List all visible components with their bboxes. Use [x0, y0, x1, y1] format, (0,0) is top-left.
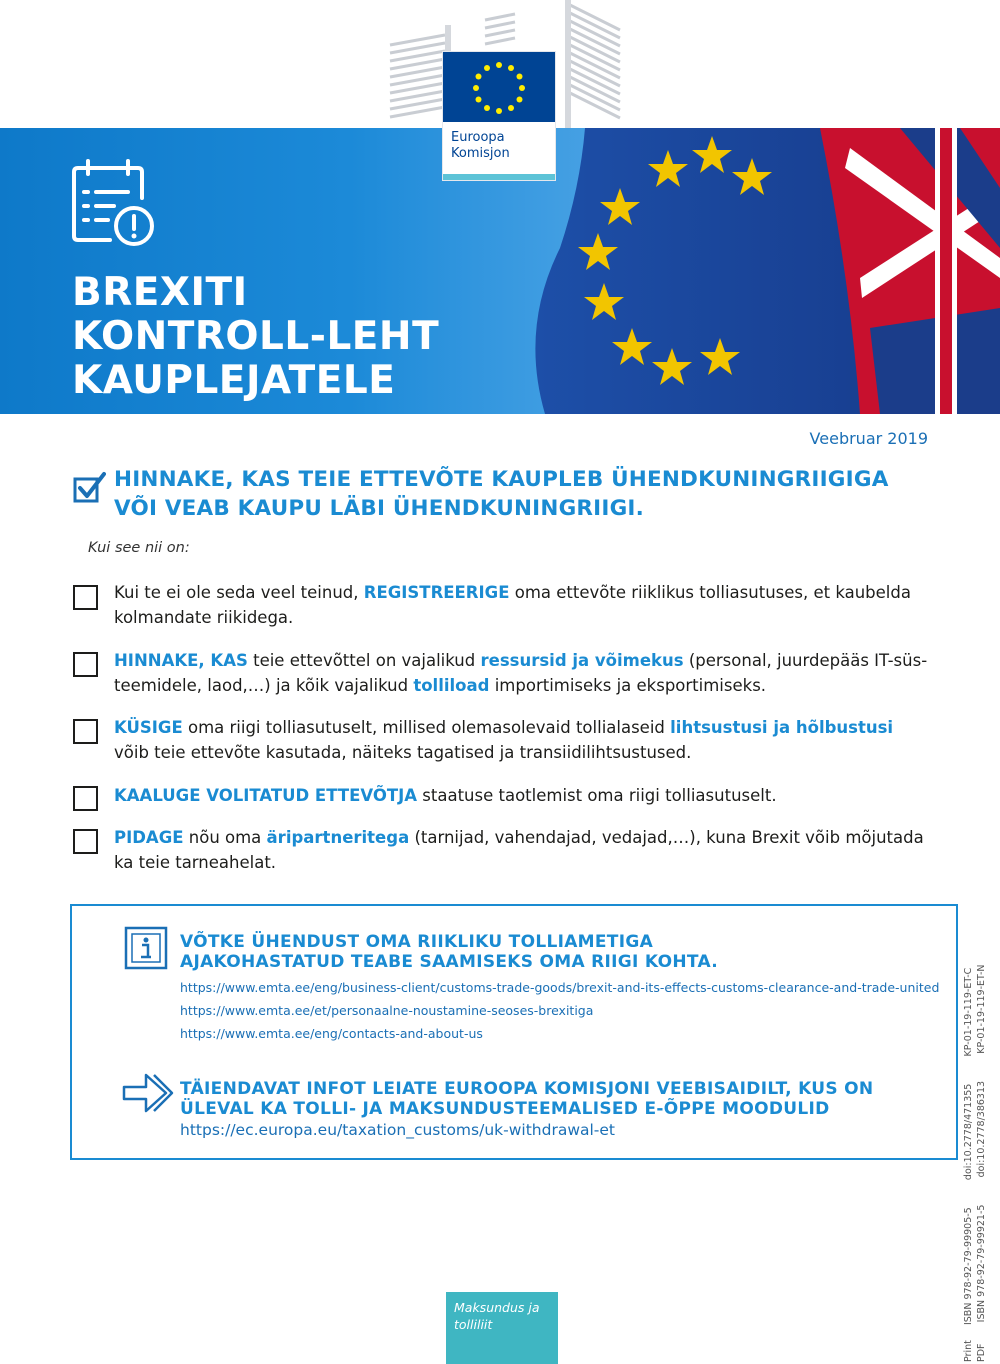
highlight-text: PIDAGE: [114, 828, 184, 847]
print-isbn: ISBN 978-92-79-99905-5: [963, 1207, 974, 1326]
contact-link[interactable]: https://www.emta.ee/eng/business-client/customs-trade-goods/brexit-and-its-effects-customs-clearance-and-trade-united: [180, 980, 940, 995]
contact-link[interactable]: https://www.emta.ee/et/personaalne-noustamine-seoses-brexitiga: [180, 1003, 594, 1018]
publication-date: Veebruar 2019: [809, 429, 928, 448]
highlight-text: HINNAKE, KAS: [114, 651, 248, 670]
info-icon: [124, 926, 168, 970]
highlight-text: KÜSIGE: [114, 718, 183, 737]
calendar-alert-icon: [70, 158, 160, 253]
highlight-text: ressursid ja võimekus: [480, 651, 684, 670]
contact-panel: [70, 904, 958, 1160]
highlight-text: tolliload: [413, 676, 490, 695]
logo-text: [451, 130, 510, 162]
body-text: teie ettevõttel on vajalikud: [247, 651, 481, 670]
body-text: (tarnijad, vahendajad, vedajad,…), kuna Brexit võib mõjutada ka teie tarneahelat.: [114, 828, 924, 872]
heading-line: VÕI VEAB KAUPU LÄBI ÜHENDKUNINGRIIGI.: [114, 496, 644, 521]
checklist-item: [114, 648, 930, 698]
contact-heading-line: AJAKOHASTATUD TEABE SAAMISEKS OMA RIIGI KOHTA.: [180, 952, 718, 972]
body-text: võib teie ettevõte kasutada, näiteks tagatised ja transiidilihtsustused.: [114, 743, 692, 762]
checkbox-icon[interactable]: [73, 585, 98, 610]
checklist-item: [114, 715, 930, 765]
title-line: KONTROLL-LEHT: [72, 314, 440, 359]
more-info-heading-line: TÄIENDAVAT INFOT LEIATE EUROOPA KOMISJONI VEEBISAIDILT, KUS ON: [180, 1079, 874, 1099]
title-line: KAUPLEJATELE: [72, 358, 396, 403]
taxation-customs-badge: [446, 1292, 558, 1364]
checkbox-icon[interactable]: [73, 652, 98, 677]
body-text: Kui te ei ole seda veel teinud,: [114, 583, 364, 602]
badge-line: Maksundus ja: [454, 1300, 540, 1315]
logo-line: Euroopa: [451, 130, 505, 145]
print-label: Print: [963, 1340, 974, 1362]
print-doi: doi:10.2778/471355: [963, 1083, 974, 1181]
body-text: staatuse taotlemist oma riigi tolliasutuselt.: [417, 786, 777, 805]
pdf-doi: doi:10.2778/386313: [976, 1080, 987, 1178]
print-catalogue: KP-01-19-119-ET-C: [963, 967, 974, 1057]
body-text: oma riigi tolliasutuselt, millised olemasolevaid tollialaseid: [182, 718, 671, 737]
print-publication-info: [963, 968, 974, 1362]
double-arrow-icon: [122, 1071, 174, 1115]
more-info-heading-line: ÜLEVAL KA TOLLI- JA MAKSUNDUSTEEMALISED E-ÕPPE MOODULID: [180, 1099, 830, 1119]
checklist-item: [114, 580, 930, 630]
condition-text: Kui see nii on:: [88, 540, 190, 556]
body-text: nõu oma: [183, 828, 267, 847]
checkbox-icon[interactable]: [73, 786, 98, 811]
body-text: importimiseks ja eksportimiseks.: [489, 676, 767, 695]
logo-line: Komisjon: [451, 146, 510, 161]
badge-text: [454, 1299, 540, 1333]
checklist-item: [114, 783, 930, 808]
contact-link[interactable]: https://www.emta.ee/eng/contacts-and-about-us: [180, 1026, 483, 1041]
highlight-text: KAALUGE VOLITATUD ETTEVÕTJA: [114, 786, 418, 805]
checkmark-icon: [72, 470, 106, 504]
eu-flag-icon: [443, 52, 555, 122]
highlight-text: äripartneritega: [266, 828, 410, 847]
pdf-label: PDF: [976, 1343, 987, 1362]
commission-link[interactable]: https://ec.europa.eu/taxation_customs/uk-withdrawal-et: [180, 1121, 616, 1139]
highlight-text: REGISTREERIGE: [363, 583, 510, 602]
intro-heading: [114, 465, 944, 523]
page-title: [72, 271, 439, 403]
highlight-text: lihtsustusi ja hõlbustusi: [670, 718, 894, 737]
pdf-catalogue: KP-01-19-119-ET-N: [976, 964, 987, 1054]
body-text: oma ettevõte riiklikus tolliasutuses, et kaubelda kolmandate riikidega.: [114, 583, 911, 627]
badge-line: tolliliit: [454, 1317, 493, 1332]
checkbox-icon[interactable]: [73, 719, 98, 744]
european-commission-logo: [443, 52, 555, 180]
body-text: (personal, juurdepääs IT-süs- teemidele, laod,…) ja kõik vajalikud: [114, 651, 928, 695]
title-line: BREXITI: [72, 270, 248, 315]
checklist-item: [114, 825, 930, 875]
heading-line: HINNAKE, KAS TEIE ETTEVÕTE KAUPLEB ÜHENDKUNINGRIIGIGA: [114, 467, 889, 492]
contact-heading-line: VÕTKE ÜHENDUST OMA RIIKLIKU TOLLIAMETIGA: [180, 932, 654, 952]
pdf-publication-info: [976, 965, 987, 1362]
logo-accent-bar: [443, 174, 555, 180]
checkbox-icon[interactable]: [73, 829, 98, 854]
pdf-isbn: ISBN 978-92-79-99921-5: [976, 1204, 987, 1323]
